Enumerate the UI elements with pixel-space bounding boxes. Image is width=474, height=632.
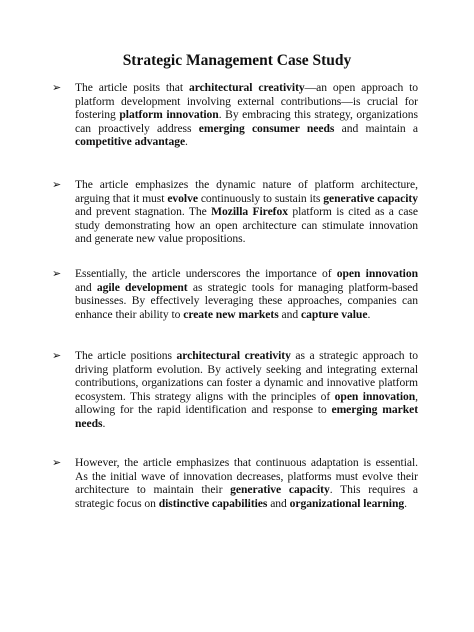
text-run: and maintain a	[334, 121, 418, 135]
bullet-point	[52, 349, 418, 431]
bullet-point	[52, 81, 418, 149]
bold-phrase: organizational learning	[289, 496, 405, 510]
bullet-text	[75, 456, 418, 510]
bold-phrase: platform innovation	[119, 108, 219, 122]
text-run: .	[404, 496, 407, 510]
text-run: Essentially, the article underscores the importance of	[75, 267, 337, 280]
bold-phrase: competitive advantage	[75, 135, 186, 149]
text-run: and	[278, 307, 301, 321]
text-run: The article posits that	[75, 81, 189, 94]
arrowhead-bullet-icon: ➢	[52, 349, 62, 362]
document-title: Strategic Management Case Study	[122, 52, 352, 69]
arrowhead-bullet-icon: ➢	[52, 456, 62, 469]
text-run: platform is cited as a case study demonstrating how an open architecture can stimulate innovation and generate new value propositions.	[75, 205, 418, 246]
arrowhead-bullet-icon: ➢	[52, 267, 62, 280]
bullet-text	[75, 267, 418, 321]
text-run: However, the article emphasizes that continuous adaptation is essential. As the initial wave of innovation decreases, platforms must evolve their architecture to maintain their	[75, 456, 418, 497]
bold-phrase: emerging market needs	[75, 403, 419, 430]
bold-phrase: generative capacity	[323, 191, 418, 205]
text-run: , allowing for the rapid identification and response to	[75, 389, 418, 417]
bold-phrase: capture value	[300, 307, 368, 321]
text-run: The article positions	[75, 349, 177, 362]
text-run: and prevent stagnation. The	[75, 205, 212, 219]
text-run: .	[367, 307, 371, 321]
bold-phrase: open innovation	[334, 389, 416, 403]
bullet-text	[75, 178, 418, 246]
bold-phrase: evolve	[167, 191, 198, 205]
text-run: The article emphasizes the dynamic nature of platform architecture, arguing that it must	[75, 178, 418, 205]
bold-phrase: agile development	[96, 280, 188, 294]
bold-phrase: Mozilla Firefox	[211, 205, 288, 219]
bold-phrase: architectural creativity	[188, 81, 305, 94]
bold-phrase: create new markets	[183, 307, 279, 321]
text-run: as a strategic approach to driving platform evolution. By actively seeking and integrating external contributions, organizations can foster a dynamic and innovative platform ecosystem. This strategy aligns with the principles of	[75, 349, 418, 403]
bold-phrase: architectural creativity	[176, 349, 291, 362]
arrowhead-bullet-icon: ➢	[52, 81, 62, 94]
bullet-point	[52, 267, 418, 321]
bullet-text	[75, 349, 418, 431]
bold-phrase: emerging consumer needs	[198, 121, 335, 135]
bullet-text	[75, 81, 418, 149]
text-run: continuously to sustain its	[197, 191, 324, 205]
bullet-point	[52, 178, 418, 246]
text-run: and	[75, 280, 97, 294]
text-run: . By embracing this strategy, organizations can proactively address	[75, 108, 418, 135]
text-run: —an open approach to platform development involving external contributions—is crucial for fostering	[75, 81, 419, 122]
text-run: as strategic tools for managing platform-based businesses. By effectively leveraging these approaches, companies can enhance their ability to	[75, 280, 418, 321]
text-run: .	[185, 135, 188, 149]
text-run: and	[267, 496, 290, 510]
text-run: .	[102, 416, 106, 430]
bold-phrase: open innovation	[336, 267, 418, 280]
bold-phrase: distinctive capabilities	[158, 496, 268, 510]
bold-phrase: generative capacity	[230, 483, 330, 497]
text-run: . This requires a strategic focus on	[75, 483, 418, 510]
arrowhead-bullet-icon: ➢	[52, 178, 62, 191]
bullet-point	[52, 456, 418, 510]
